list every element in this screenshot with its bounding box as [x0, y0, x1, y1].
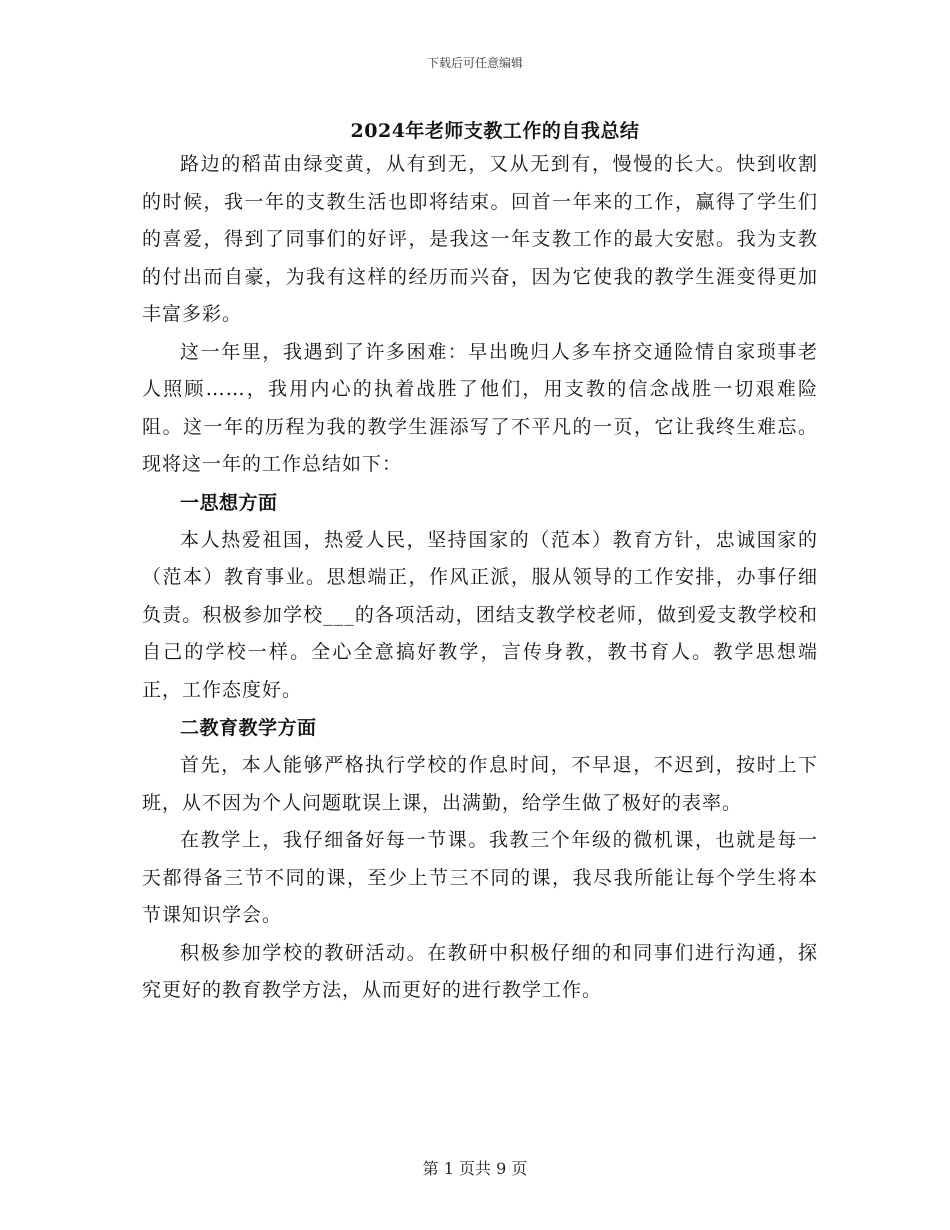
- section2-paragraph-3: 积极参加学校的教研活动。在教研中积极仔细的和同事们进行沟通，探究更好的教育教学方法，从而更好的进行教学工作。: [142, 941, 818, 1001]
- intro-paragraph-2: 这一年里，我遇到了许多困难：早出晚归人多车挤交通险情自家琐事老人照顾……，我用内心的执着战胜了他们，用支教的信念战胜一切艰难险阻。这一年的历程为我的教学生涯添写了不平凡的一页，它让我终生难忘。现将这一年的工作总结如下：: [142, 340, 818, 475]
- document-body: [142, 146, 818, 1010]
- section2-paragraph-2: 在教学上，我仔细备好每一节课。我教三个年级的微机课，也就是每一天都得备三节不同的课，至少上节三不同的课，我尽我所能让每个学生将本节课知识学会。: [142, 829, 818, 926]
- section2-paragraph-1: 首先，本人能够严格执行学校的作息时间，不早退，不迟到，按时上下班，从不因为个人问题耽误上课，出满勤，给学生做了极好的表率。: [142, 754, 818, 814]
- section1-paragraph-1: 本人热爱祖国，热爱人民，坚持国家的（范本）教育方针，忠诚国家的（范本）教育事业。思想端正，作风正派，服从领导的工作安排，办事仔细负责。积极参加学校___的各项活动，团结支教学校老师，做到爱支教学校和自己的学校一样。全心全意搞好教学，言传身教，教书育人。教学思想端正，工作态度好。: [142, 528, 818, 701]
- section-heading-teaching: 二教育教学方面: [180, 717, 317, 739]
- intro-paragraph-1: 路边的稻苗由绿变黄，从有到无，又从无到有，慢慢的长大。快到收割的时候，我一年的支教生活也即将结束。回首一年来的工作，赢得了学生们的喜爱，得到了同事们的好评，是我这一年支教工作的最大安慰。我为支教的付出而自豪，为我有这样的经历而兴奋，因为它使我的教学生涯变得更加丰富多彩。: [142, 153, 818, 325]
- page-header-note: 下载后可任意编辑: [426, 56, 523, 70]
- section-heading-thought: 一思想方面: [180, 491, 278, 514]
- document-title: 2024年老师支教工作的自我总结: [350, 120, 640, 142]
- page-number-indicator: 第 1 页共 9 页: [422, 1159, 528, 1178]
